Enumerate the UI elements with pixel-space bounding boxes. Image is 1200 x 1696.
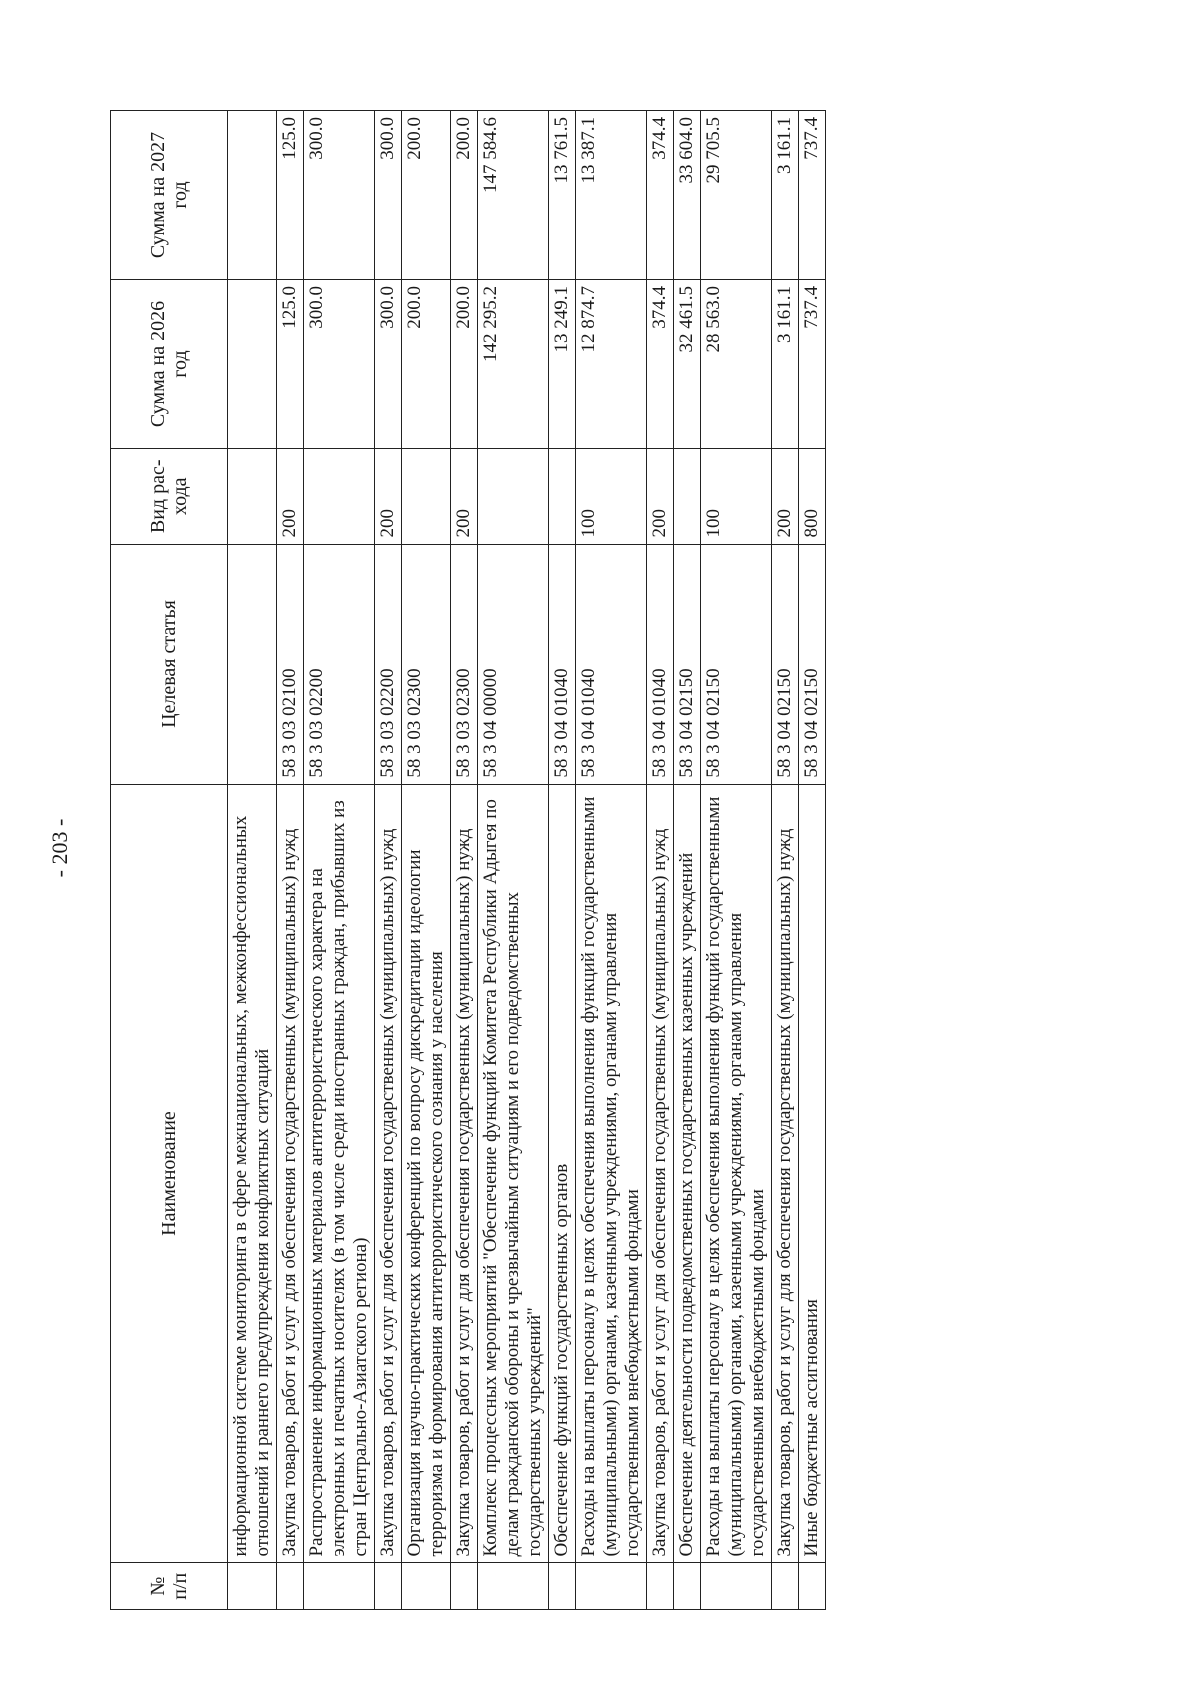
cell-no — [549, 1563, 576, 1610]
cell-name: информационной системе мониторинга в сфере межнациональных, межконфессиональных отношений и раннего предупреждения конфликтных ситуаций — [228, 784, 277, 1563]
cell-code: 58 3 04 01040 — [549, 544, 576, 784]
cell-sum-2027: 29 705.5 — [701, 111, 772, 280]
cell-name: Закупка товаров, работ и услуг для обеспечения государственных (муниципальных) нужд — [375, 784, 402, 1563]
cell-name: Обеспечение деятельности подведомственных государственных казенных учреждений — [674, 784, 701, 1563]
cell-code: 58 3 03 02100 — [277, 544, 304, 784]
cell-name: Иные бюджетные ассигнования — [799, 784, 826, 1563]
cell-sum-2027: 33 604.0 — [674, 111, 701, 280]
cell-no — [674, 1563, 701, 1610]
header-vid: Вид рас-хода — [111, 449, 228, 545]
cell-code — [228, 544, 277, 784]
cell-vid — [304, 449, 375, 545]
cell-no — [799, 1563, 826, 1610]
cell-name: Расходы на выплаты персоналу в целях обеспечения выполнения функций государственными (муниципальными) органами, казенными учреждениями, органами управления государственными внебюджетными фондами — [701, 784, 772, 1563]
cell-no — [304, 1563, 375, 1610]
cell-no — [701, 1563, 772, 1610]
header-code: Целевая статья — [111, 544, 228, 784]
cell-code: 58 3 03 02200 — [304, 544, 375, 784]
cell-code: 58 3 04 01040 — [647, 544, 674, 784]
cell-name: Закупка товаров, работ и услуг для обеспечения государственных (муниципальных) нужд — [451, 784, 478, 1563]
cell-code: 58 3 04 02150 — [701, 544, 772, 784]
table-row — [549, 111, 576, 1610]
cell-sum-2027: 374.4 — [647, 111, 674, 280]
table-row — [451, 111, 478, 1610]
cell-name: Расходы на выплаты персоналу в целях обеспечения выполнения функций государственными (муниципальными) органами, казенными учреждениями, органами управления государственными внебюджетными фондами — [576, 784, 647, 1563]
cell-sum-2027: 3 161.1 — [772, 111, 799, 280]
cell-sum-2026: 32 461.5 — [674, 280, 701, 449]
cell-code: 58 3 03 02200 — [375, 544, 402, 784]
table-row — [674, 111, 701, 1610]
cell-no — [228, 1563, 277, 1610]
table-header-row — [111, 111, 228, 1610]
cell-sum-2026: 737.4 — [799, 280, 826, 449]
table-row — [647, 111, 674, 1610]
cell-code: 58 3 04 00000 — [478, 544, 549, 784]
table-row — [701, 111, 772, 1610]
table-body — [228, 111, 826, 1610]
cell-sum-2026: 200.0 — [402, 280, 451, 449]
table-row — [304, 111, 375, 1610]
table-row — [799, 111, 826, 1610]
cell-no — [451, 1563, 478, 1610]
cell-vid: 100 — [576, 449, 647, 545]
cell-code: 58 3 04 02150 — [772, 544, 799, 784]
cell-sum-2027: 125.0 — [277, 111, 304, 280]
cell-sum-2026: 374.4 — [647, 280, 674, 449]
cell-sum-2026 — [228, 280, 277, 449]
cell-name: Распространение информационных материалов антитеррористического характера на электронных и печатных носителях (в том числе среди иностранных граждан, прибывших из стран Центрально-Азиатского региона) — [304, 784, 375, 1563]
cell-sum-2026: 13 249.1 — [549, 280, 576, 449]
cell-code: 58 3 04 01040 — [576, 544, 647, 784]
cell-vid: 200 — [375, 449, 402, 545]
cell-sum-2026: 125.0 — [277, 280, 304, 449]
cell-vid — [228, 449, 277, 545]
cell-code: 58 3 03 02300 — [402, 544, 451, 784]
cell-vid: 200 — [647, 449, 674, 545]
cell-code: 58 3 04 02150 — [674, 544, 701, 784]
cell-sum-2026: 142 295.2 — [478, 280, 549, 449]
cell-sum-2026: 200.0 — [451, 280, 478, 449]
table-row — [402, 111, 451, 1610]
cell-name: Закупка товаров, работ и услуг для обеспечения государственных (муниципальных) нужд — [647, 784, 674, 1563]
cell-sum-2026: 300.0 — [375, 280, 402, 449]
cell-name: Организация научно-практических конференций по вопросу дискредитации идеологии терроризма и формирования антитеррористического сознания у населения — [402, 784, 451, 1563]
cell-sum-2027: 13 761.5 — [549, 111, 576, 280]
cell-sum-2027: 300.0 — [375, 111, 402, 280]
cell-no — [576, 1563, 647, 1610]
header-name: Наименование — [111, 784, 228, 1563]
cell-name: Комплекс процессных мероприятий "Обеспечение функций Комитета Республики Адыгея по делам гражданской обороны и чрезвычайным ситуациям и его подведомственных государственных учреждений" — [478, 784, 549, 1563]
cell-no — [277, 1563, 304, 1610]
table-row — [478, 111, 549, 1610]
cell-sum-2027: 300.0 — [304, 111, 375, 280]
cell-sum-2027: 200.0 — [451, 111, 478, 280]
cell-sum-2027: 147 584.6 — [478, 111, 549, 280]
header-sum-2026: Сумма на 2026 год — [111, 280, 228, 449]
cell-sum-2027: 737.4 — [799, 111, 826, 280]
cell-no — [375, 1563, 402, 1610]
cell-no — [478, 1563, 549, 1610]
cell-name: Обеспечение функций государственных органов — [549, 784, 576, 1563]
cell-vid: 200 — [451, 449, 478, 545]
cell-vid: 800 — [799, 449, 826, 545]
cell-sum-2026: 12 874.7 — [576, 280, 647, 449]
header-sum-2027: Сумма на 2027 год — [111, 111, 228, 280]
cell-vid — [549, 449, 576, 545]
cell-sum-2027: 13 387.1 — [576, 111, 647, 280]
cell-code: 58 3 03 02300 — [451, 544, 478, 784]
cell-vid — [674, 449, 701, 545]
cell-vid: 100 — [701, 449, 772, 545]
header-no: № п/п — [111, 1563, 228, 1610]
cell-sum-2027 — [228, 111, 277, 280]
cell-code: 58 3 04 02150 — [799, 544, 826, 784]
budget-table — [110, 110, 826, 1610]
cell-vid — [478, 449, 549, 545]
table-row — [277, 111, 304, 1610]
cell-vid — [402, 449, 451, 545]
rotated-page — [110, 110, 1110, 1610]
cell-sum-2026: 3 161.1 — [772, 280, 799, 449]
cell-sum-2027: 200.0 — [402, 111, 451, 280]
cell-name: Закупка товаров, работ и услуг для обеспечения государственных (муниципальных) нужд — [277, 784, 304, 1563]
cell-no — [402, 1563, 451, 1610]
cell-vid: 200 — [277, 449, 304, 545]
page-number: - 203 - — [47, 818, 72, 878]
cell-name: Закупка товаров, работ и услуг для обеспечения государственных (муниципальных) нужд — [772, 784, 799, 1563]
cell-no — [772, 1563, 799, 1610]
cell-no — [647, 1563, 674, 1610]
cell-vid: 200 — [772, 449, 799, 545]
table-row — [375, 111, 402, 1610]
table-row — [228, 111, 277, 1610]
cell-sum-2026: 28 563.0 — [701, 280, 772, 449]
table-row — [772, 111, 799, 1610]
cell-sum-2026: 300.0 — [304, 280, 375, 449]
table-row — [576, 111, 647, 1610]
